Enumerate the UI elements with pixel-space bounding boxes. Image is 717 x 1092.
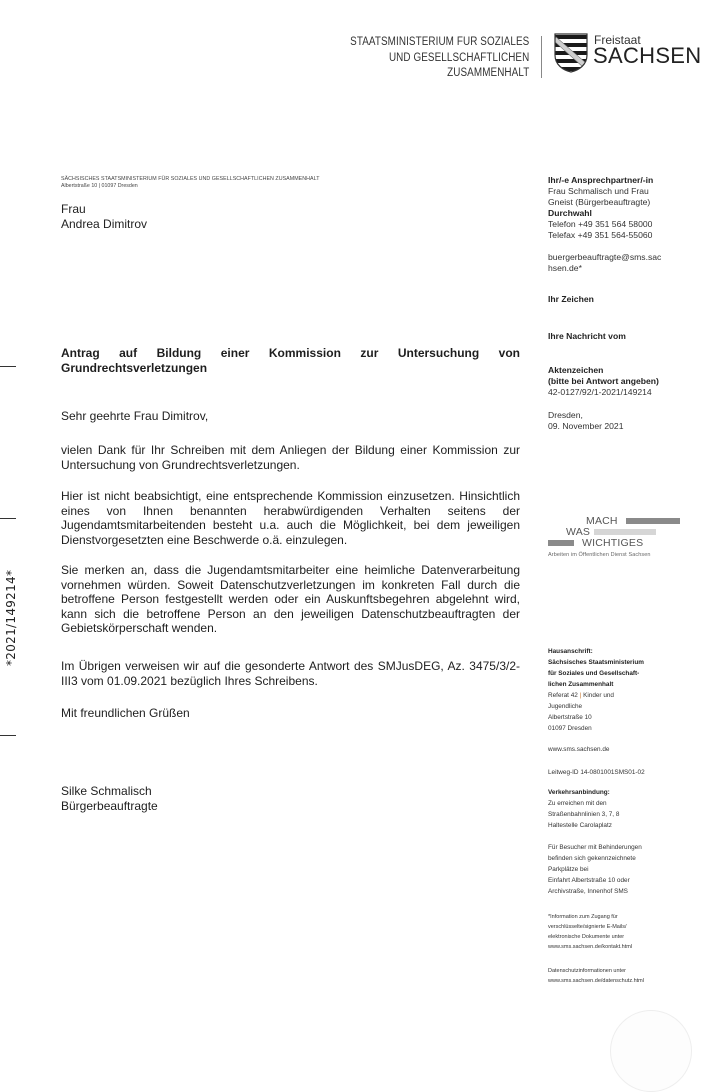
contact-link[interactable]: www.sms.sachsen.de/kontakt.html [548,944,633,950]
hausanschrift-label: Hausanschrift: [548,648,593,655]
letter-greeting: Sehr geehrte Frau Dimitrov, [61,409,209,423]
ihr-zeichen-label: Ihr Zeichen [548,294,594,304]
saxony-coat-of-arms-icon [554,33,588,73]
signature-block [61,784,520,814]
letter-paragraph: Sie merken an, dass die Jugendamtsmitarbeiter eine heimliche Datenverarbeitung vornehmen würden. Soweit Datenschutzverletzungen im konkreten Fall durch die betroffene Person festgestellt werden oder ein Auskunftsbegehren abgelehnt wird, kann sich die betroffene Person an den jeweiligen Datenschutzbeauftragten der Gebietskörperschaft wenden. [61,563,520,635]
verkehr-line: Zu erreichen mit den [548,800,607,807]
email-link[interactable]: buergerbeauftragte@sms.sac [548,252,662,262]
campaign-tagline: Arbeiten im Öffentlichen Dienst Sachsen [548,552,651,558]
campaign-bar [548,540,574,546]
date-block [548,410,708,432]
barrier-line: Einfahrt Albertstraße 10 oder [548,877,630,884]
vertical-reference-number: *2021/149214* [4,569,18,666]
contact-names: Gneist (Bürgerbeauftragte) [548,197,651,207]
referat: Kinder und [583,692,614,699]
barrier-line: Für Besucher mit Behinderungen [548,844,642,851]
verkehr-line: Haltestelle Carolaplatz [548,822,612,829]
letter-date: 09. November 2021 [548,421,624,431]
sender-address: Albertstraße 10 | 01097 Dresden [61,183,138,189]
fold-mark [0,735,16,736]
campaign-word: WICHTIGES [582,537,644,549]
ministry-line: UND GESELLSCHAFTLICHEN [388,51,529,64]
letter-paragraph: Hier ist nicht beabsichtigt, eine entsprechende Kommission einzusetzen. Hinsichtlich eines von Ihnen benannten herabwürdigenden Verhalten seitens der Jugendamtsmitarbeitenden besteht u.a. auch die Möglichkeit, bei dem jeweiligen Dienstvorgesetzten eine Beschwerde o.ä. einzulegen. [61,489,520,547]
recipient-salutation: Frau [61,202,86,216]
org-name: Sächsisches Staatsministerium [548,659,644,666]
hole-punch-mark [0,518,16,519]
contact-label: Ihr/-e Ansprechpartner/-in [548,175,654,185]
privacy-line: Datenschutzinformationen unter [548,968,626,974]
campaign-logo [548,515,688,565]
place: Dresden, [548,410,583,420]
house-address [548,646,713,734]
barrier-line: befinden sich gekennzeichnete [548,855,636,862]
aktenzeichen-block [548,365,708,398]
referat: Jugendliche [548,703,583,710]
referat: Referat 42 [548,692,578,699]
barrier-line: Parkplätze bei [548,866,589,873]
org-name: für Soziales und Gesellschaft- [548,670,640,677]
verkehr-line: Straßenbahnlinien 3, 7, 8 [548,811,620,818]
logo-divider [541,36,542,78]
ihre-nachricht [548,331,708,342]
signer-title: Bürgerbeauftragte [61,799,158,813]
letter-subject [61,346,520,375]
campaign-bar [626,518,680,524]
encryption-info [548,912,713,952]
campaign-word: WAS [566,526,591,538]
sender-line: SÄCHSISCHES STAATSMINISTERIUM FÜR SOZIALES UND GESELLSCHAFTLICHEN ZUSAMMENHALT [61,176,320,182]
ministry-name [350,35,529,82]
ihr-zeichen [548,294,708,305]
telefax: Telefax +49 351 564-55060 [548,230,653,240]
barrier-line: Archivstraße, Innenhof SMS [548,888,628,895]
sachsen-label: SACHSEN [593,43,702,68]
ministry-line: ZUSAMMENHALT [446,67,529,79]
subject-line: Grundrechtsverletzungen [61,360,208,375]
page-corner-shadow [610,1010,692,1092]
privacy-link[interactable]: www.sms.sachsen.de/datenschutz.html [548,978,644,984]
letter-paragraph: Im Übrigen verweisen wir auf die gesonderte Antwort des SMJusDEG, Az. 3475/3/2-III3 vom 01.09.2021 bezüglich Ihres Schreibens. [61,659,520,688]
contact-block [548,175,708,274]
info-line: elektronische Dokumente unter [548,934,625,940]
signer-name: Silke Schmalisch [61,784,152,798]
info-line: verschlüsselte/signierte E-Mails/ [548,924,627,930]
aktenzeichen-label: Aktenzeichen [548,365,604,375]
aktenzeichen-value: 42-0127/92/1-2021/149214 [548,387,652,397]
fold-mark [0,366,16,367]
contact-names: Frau Schmalisch und Frau [548,186,649,196]
email-link[interactable]: hsen.de* [548,263,582,273]
telefon: Telefon +49 351 564 58000 [548,219,653,229]
transport-info [548,787,713,897]
recipient-block [61,202,147,232]
letter-closing: Mit freundlichen Grüßen [61,706,190,720]
privacy-info [548,966,713,986]
website-link[interactable]: www.sms.sachsen.de [548,746,610,753]
referat-separator: | [579,692,582,699]
durchwahl-label: Durchwahl [548,208,592,218]
freistaat-label: Freistaat [594,33,641,47]
aktenzeichen-hint: (bitte bei Antwort angeben) [548,376,659,386]
org-name: lichen Zusammenhalt [548,681,614,688]
city: 01097 Dresden [548,725,592,732]
letter-paragraph: vielen Dank für Ihr Schreiben mit dem Anliegen der Bildung einer Kommission zur Untersuchung von Grundrechtsverletzungen. [61,443,520,472]
verkehr-label: Verkehrsanbindung: [548,789,610,796]
leitweg-id: Leitweg-ID 14-0801001SMS01-02 [548,769,645,776]
recipient-name: Andrea Dimitrov [61,217,148,231]
info-line: *Information zum Zugang für [548,914,618,920]
subject-line: Antrag auf Bildung einer Kommission zur Untersuchung von [61,346,520,360]
ihre-nachricht-label: Ihre Nachricht vom [548,331,626,341]
street: Albertstraße 10 [548,714,592,721]
ministry-line: STAATSMINISTERIUM FÜR SOZIALES [349,36,529,48]
campaign-bar [594,529,656,535]
campaign-word: MACH [586,515,618,527]
